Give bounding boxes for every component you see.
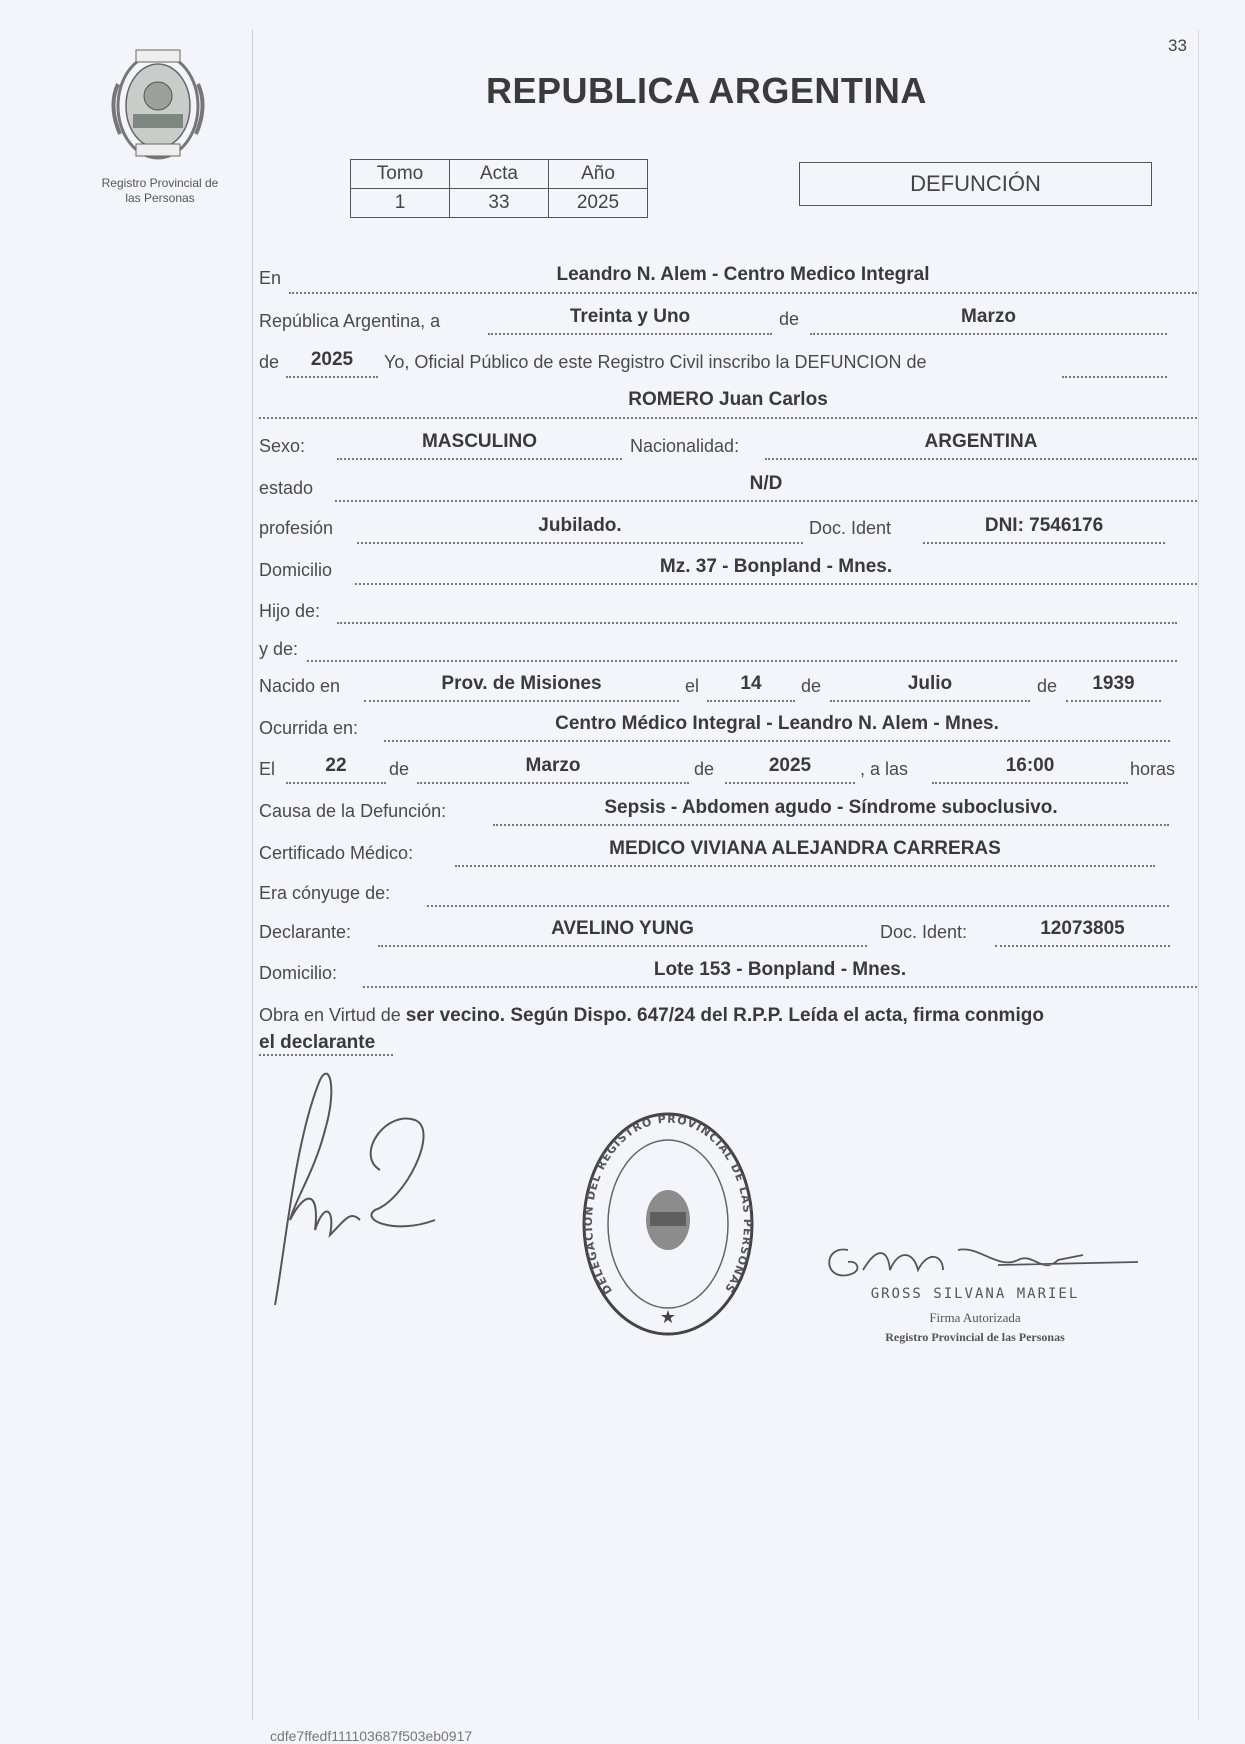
label-certificado: Certificado Médico: [259, 843, 414, 863]
svg-text:★: ★ [659, 1307, 677, 1328]
dotted-line [995, 945, 1170, 947]
dotted-line [357, 542, 803, 544]
field-nacido-en: Prov. de Misiones [441, 673, 602, 694]
dotted-line [923, 542, 1165, 544]
label-republica: República Argentina, a [259, 311, 441, 331]
document-code: cdfe7ffedf111103687f503eb0917 [270, 1728, 473, 1744]
org-line-2: las Personas [125, 191, 195, 205]
dotted-line [810, 333, 1167, 335]
registry-org-name [70, 176, 250, 206]
tomo-value: 1 [351, 189, 450, 218]
label-hijo-de: Hijo de: [259, 601, 321, 621]
label-profesion: profesión [259, 518, 334, 538]
label-conyuge: Era cónyuge de: [259, 883, 391, 903]
field-dia: Treinta y Uno [569, 306, 691, 327]
field-nombre: ROMERO Juan Carlos [628, 389, 828, 410]
dotted-line [932, 782, 1128, 784]
official-stamp-icon [578, 1108, 758, 1340]
dotted-line [417, 782, 689, 784]
dotted-line [488, 333, 772, 335]
obra-en-virtud-text [259, 1002, 1199, 1056]
field-nac-anio: 1939 [1092, 673, 1135, 694]
field-def-dia: 22 [325, 755, 347, 776]
field-obra: ser vecino. Según Dispo. 647/24 del R.P.P. Leída el acta, firma conmigo [405, 1005, 1044, 1026]
anio-value: 2025 [549, 189, 648, 218]
field-hora: 16:00 [1005, 755, 1055, 776]
dotted-line [725, 782, 855, 784]
official-signature-icon [818, 1240, 1148, 1290]
dotted-line [259, 417, 1197, 419]
label-oficial: Yo, Oficial Público de este Registro Civil inscribo la DEFUNCION de [384, 352, 927, 372]
dotted-line [289, 292, 1197, 294]
dotted-line [337, 622, 1177, 624]
dotted-line [364, 700, 679, 702]
label-obra: Obra en Virtud de [259, 1005, 401, 1025]
label-a-las: , a las [860, 759, 909, 779]
official-org: Registro Provincial de las Personas [885, 1330, 1065, 1344]
official-name: GROSS SILVANA MARIEL [870, 1286, 1080, 1302]
field-ocurrida-en: Centro Médico Integral - Leandro N. Alem - Mnes. [555, 713, 999, 734]
dotted-line [1062, 376, 1167, 378]
dotted-line [830, 700, 1030, 702]
dotted-line [259, 1054, 393, 1056]
dotted-line [335, 500, 1197, 502]
label-declarante: Declarante: [259, 922, 352, 942]
right-margin-line [1198, 30, 1199, 1720]
dotted-line [337, 458, 622, 460]
label-de: de [694, 759, 715, 779]
dotted-line [493, 824, 1169, 826]
label-estado: estado [259, 478, 314, 498]
record-type-box: DEFUNCIÓN [799, 162, 1152, 206]
field-anio: 2025 [310, 349, 354, 370]
label-de: de [801, 676, 822, 696]
label-horas: horas [1130, 759, 1176, 779]
field-obra-2: el declarante [259, 1032, 376, 1053]
label-sexo: Sexo: [259, 436, 306, 456]
field-lugar: Leandro N. Alem - Centro Medico Integral [556, 264, 930, 285]
label-y-de: y de: [259, 639, 299, 659]
dotted-line [378, 945, 867, 947]
acta-header: Acta [450, 160, 549, 189]
field-declarante-domicilio: Lote 153 - Bonpland - Mnes. [653, 959, 907, 980]
label-domicilio: Domicilio: [259, 963, 338, 983]
label-nacionalidad: Nacionalidad: [630, 436, 740, 456]
field-certificado: MEDICO VIVIANA ALEJANDRA CARRERAS [609, 838, 1001, 859]
label-de: de [259, 352, 280, 372]
label-de: de [1037, 676, 1058, 696]
acta-value: 33 [450, 189, 549, 218]
dotted-line [286, 782, 386, 784]
dotted-line [384, 740, 1170, 742]
dotted-line [286, 376, 378, 378]
label-el: El [259, 759, 276, 779]
field-sexo: MASCULINO [421, 431, 538, 452]
field-causa: Sepsis - Abdomen agudo - Síndrome suboclusivo. [604, 797, 1058, 818]
field-def-mes: Marzo [525, 755, 581, 776]
label-nacido-en: Nacido en [259, 676, 341, 696]
declarant-signature-icon [265, 1060, 455, 1310]
dotted-line [765, 458, 1197, 460]
field-nacionalidad: ARGENTINA [924, 431, 1038, 452]
document-title: REPUBLICA ARGENTINA [486, 70, 927, 111]
label-doc-ident: Doc. Ident: [880, 922, 968, 942]
dotted-line [355, 583, 1197, 585]
label-en: En [259, 268, 282, 288]
field-declarante: AVELINO YUNG [551, 918, 694, 939]
field-nac-mes: Julio [907, 673, 953, 694]
record-number-box [350, 159, 648, 218]
left-margin-line [252, 30, 253, 1720]
dotted-line [707, 700, 795, 702]
dotted-line [455, 865, 1155, 867]
field-doc-ident: DNI: 7546176 [984, 515, 1104, 536]
label-de: de [779, 309, 800, 329]
anio-header: Año [549, 160, 648, 189]
dotted-line [427, 905, 1169, 907]
field-declarante-doc: 12073805 [1040, 918, 1125, 939]
field-nac-dia: 14 [740, 673, 762, 694]
label-ocurrida-en: Ocurrida en: [259, 718, 359, 738]
label-domicilio: Domicilio [259, 560, 333, 580]
dotted-line [363, 986, 1197, 988]
field-profesion: Jubilado. [538, 515, 622, 536]
stamp-text: DELEGACION DEL REGISTRO PROVINCIAL DE LAS PERSONAS [581, 1112, 755, 1297]
dotted-line [307, 660, 1177, 662]
page-number: 33 [1168, 36, 1187, 55]
label-doc-ident: Doc. Ident [809, 518, 892, 538]
field-mes: Marzo [961, 306, 1016, 327]
field-domicilio: Mz. 37 - Bonpland - Mnes. [659, 556, 893, 577]
field-estado: N/D [749, 473, 783, 494]
field-def-anio: 2025 [768, 755, 812, 776]
label-causa: Causa de la Defunción: [259, 801, 447, 821]
label-de: de [389, 759, 410, 779]
label-el: el [685, 676, 700, 696]
province-shield-icon [98, 44, 218, 164]
org-line-1: Registro Provincial de [101, 176, 219, 190]
tomo-header: Tomo [351, 160, 450, 189]
official-role: Firma Autorizada [929, 1310, 1021, 1325]
dotted-line [1066, 700, 1161, 702]
